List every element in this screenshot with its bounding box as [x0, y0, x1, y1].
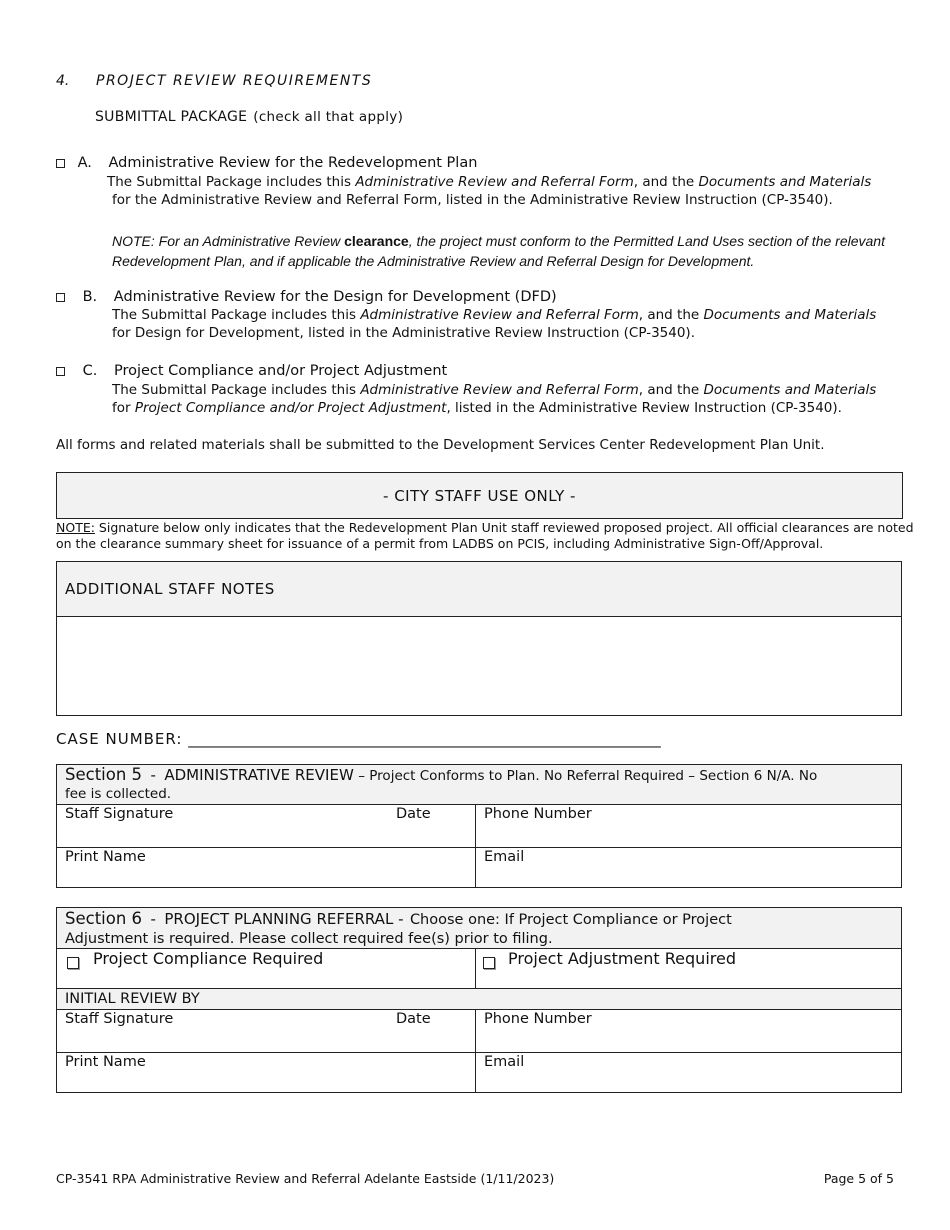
- text: The Submittal Package includes this: [112, 382, 361, 398]
- date-label: Date: [396, 1011, 431, 1027]
- docs-name: Documents and Materials: [703, 307, 877, 323]
- project-compliance-checkbox[interactable]: [67, 957, 79, 969]
- print-name-label: Print Name: [65, 849, 146, 865]
- section-6-desc-1: Choose one: If Project Compliance or Project: [409, 912, 732, 928]
- additional-staff-notes-area[interactable]: [56, 616, 902, 716]
- initial-review-header: INITIAL REVIEW BY: [56, 988, 902, 1010]
- option-a-desc-2: for the Administrative Review and Referral Form, listed in the Administrative Review Instruction (CP-3540).: [112, 192, 833, 208]
- text: , listed in the Administrative Review Instruction (CP-3540).: [446, 400, 842, 416]
- text: , and the: [638, 307, 704, 323]
- section-6-phone-cell[interactable]: [475, 1009, 902, 1053]
- option-a-checkbox[interactable]: [56, 159, 65, 168]
- option-c-header: [56, 363, 447, 379]
- section-6-header: Section 6 - PROJECT PLANNING REFERRAL - Choose one: If Project Compliance or Project Adjustment is required. Please collect required fee(s) prior to filing.: [56, 907, 902, 949]
- section-title: PROJECT REVIEW REQUIREMENTS: [96, 73, 373, 89]
- text: The Submittal Package includes this: [107, 174, 356, 190]
- option-b-checkbox[interactable]: [56, 293, 65, 302]
- form-name: Administrative Review and Referral Form: [355, 174, 634, 190]
- docs-name: Documents and Materials: [703, 382, 877, 398]
- section-5-phone-cell[interactable]: [475, 804, 902, 848]
- section-6-desc-2: Adjustment is required. Please collect required fee(s) prior to filing.: [65, 931, 553, 947]
- option-a-header: [56, 155, 477, 171]
- text: NOTE: For an Administrative Review: [112, 233, 345, 249]
- option-c-desc-1: [112, 381, 876, 399]
- case-number-line[interactable]: _______________________________________________________________: [188, 730, 661, 748]
- section-6-staff-signature-cell[interactable]: [56, 1009, 476, 1053]
- phone-label: Phone Number: [484, 806, 592, 822]
- text: , and the: [633, 174, 699, 190]
- section-number: 4.: [56, 73, 70, 89]
- option-a-desc-1: [107, 173, 871, 191]
- section-5-staff-signature-cell[interactable]: [56, 804, 476, 848]
- note-text-1: Signature below only indicates that the Redevelopment Plan Unit staff reviewed proposed project. All official clearances are noted: [94, 520, 914, 535]
- section-5-desc-1: – Project Conforms to Plan. No Referral Required – Section 6 N/A. No: [358, 768, 818, 784]
- submittal-package-heading: [95, 109, 403, 125]
- email-label: Email: [484, 1054, 525, 1070]
- section-5-title: ADMINISTRATIVE REVIEW: [164, 766, 354, 784]
- text: The Submittal Package includes this: [112, 307, 361, 323]
- staff-signature-label: Staff Signature: [65, 806, 174, 822]
- section-4-header: [56, 73, 372, 89]
- staff-signature-label: Staff Signature: [65, 1011, 174, 1027]
- form-name: Administrative Review and Referral Form: [360, 307, 639, 323]
- project-adjustment-checkbox[interactable]: [483, 957, 495, 969]
- email-label: Email: [484, 849, 525, 865]
- option-b-header: [56, 289, 557, 305]
- option-a-letter: A.: [77, 155, 92, 171]
- staff-use-only-banner: - CITY STAFF USE ONLY -: [56, 472, 903, 519]
- section-5-print-name-cell[interactable]: [56, 847, 476, 888]
- note-label: NOTE:: [56, 520, 95, 535]
- text: for: [112, 400, 135, 416]
- section-6-title: PROJECT PLANNING REFERRAL -: [164, 910, 404, 928]
- footer-form-id: CP-3541 RPA Administrative Review and Referral Adelante Eastside (1/11/2023): [56, 1171, 555, 1186]
- form-name: Administrative Review and Referral Form: [360, 382, 639, 398]
- text: , and the: [638, 382, 704, 398]
- compliance-name: Project Compliance and/or Project Adjustment: [134, 400, 447, 416]
- case-number-row: [56, 730, 661, 748]
- option-a-note-2: Redevelopment Plan, and if applicable the Administrative Review and Referral Design for Development.: [112, 253, 755, 269]
- print-name-label: Print Name: [65, 1054, 146, 1070]
- phone-label: Phone Number: [484, 1011, 592, 1027]
- note-text-2: on the clearance summary sheet for issuance of a permit from LADBS on PCIS, including Administrative Sign-Off/Approval.: [56, 536, 824, 551]
- signature-note: [56, 520, 914, 552]
- section-5-label: Section 5: [65, 765, 143, 784]
- option-c-desc-2: [112, 399, 842, 417]
- option-a-title: Administrative Review for the Redevelopment Plan: [108, 155, 478, 171]
- section-6-label: Section 6: [65, 909, 143, 928]
- section-6-print-name-cell[interactable]: [56, 1052, 476, 1093]
- project-compliance-cell: [56, 948, 476, 989]
- option-c-checkbox[interactable]: [56, 367, 65, 376]
- option-b-desc-1: [112, 306, 876, 324]
- section-5-header: Section 5 - ADMINISTRATIVE REVIEW – Project Conforms to Plan. No Referral Required – Section 6 N/A. No fee is collected.: [56, 764, 902, 805]
- option-a-note-1: [112, 231, 885, 251]
- section-6-email-cell[interactable]: [475, 1052, 902, 1093]
- text: , the project must conform to the Permitted Land Uses section of the relevant: [408, 233, 885, 249]
- submittal-hint: (check all that apply): [253, 109, 404, 125]
- project-compliance-label: Project Compliance Required: [93, 949, 324, 968]
- case-number-label: CASE NUMBER:: [56, 730, 183, 748]
- all-forms-statement: All forms and related materials shall be submitted to the Development Services Center Redevelopment Plan Unit.: [56, 437, 825, 453]
- docs-name: Documents and Materials: [698, 174, 872, 190]
- option-c-letter: C.: [82, 363, 98, 379]
- project-adjustment-cell: [475, 948, 902, 989]
- submittal-label: SUBMITTAL PACKAGE: [95, 109, 248, 125]
- clearance-emphasis: clearance: [344, 233, 409, 249]
- date-label: Date: [396, 806, 431, 822]
- additional-staff-notes-header: ADDITIONAL STAFF NOTES: [56, 561, 902, 617]
- option-b-letter: B.: [82, 289, 98, 305]
- project-adjustment-label: Project Adjustment Required: [508, 949, 736, 968]
- section-5-email-cell[interactable]: [475, 847, 902, 888]
- footer-page-number: Page 5 of 5: [823, 1171, 894, 1186]
- option-c-title: Project Compliance and/or Project Adjustment: [113, 363, 448, 379]
- option-b-desc-2: for Design for Development, listed in the Administrative Review Instruction (CP-3540).: [112, 325, 695, 341]
- section-5-desc-2: fee is collected.: [65, 786, 172, 802]
- option-b-title: Administrative Review for the Design for Development (DFD): [113, 289, 557, 305]
